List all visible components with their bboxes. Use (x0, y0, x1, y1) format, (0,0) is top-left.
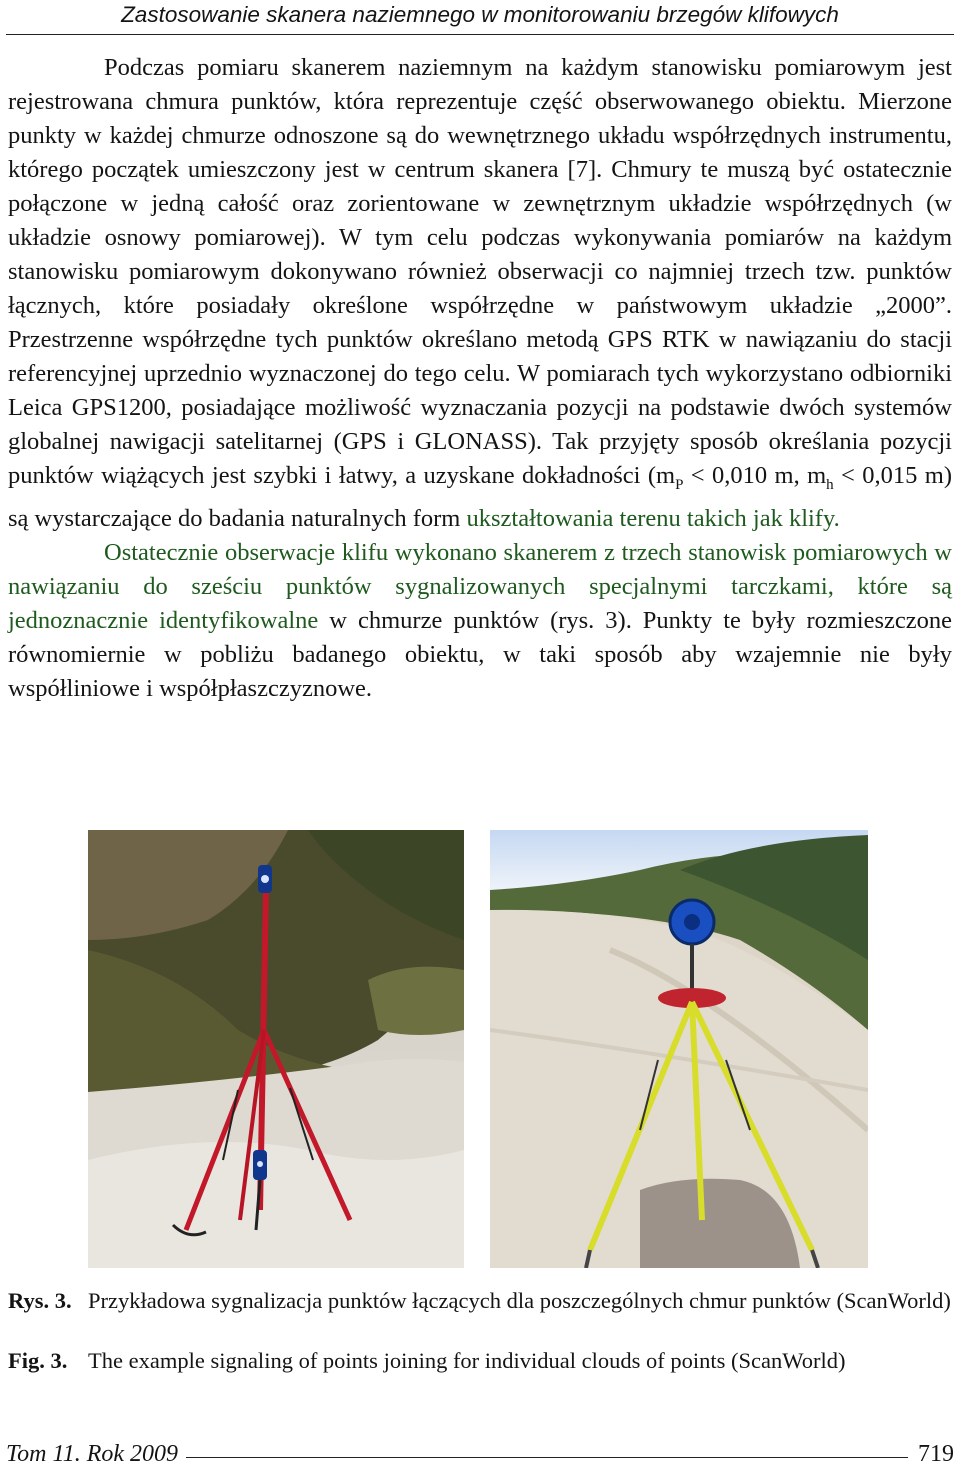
paragraph-1-text-a: Podczas pomiaru skanerem naziemnym na każdym stanowisku pomiarowym jest rejestrowana chmura punktów, która reprezentuje część obserwowanego obiektu. Mierzone punkty w każdej chmurze odnoszone są do wewnętrznego układu współrzędnych instrumentu, którego początek umieszczony jest w centrum skanera [7]. Chmury te muszą być ostatecznie połączone w jedną całość oraz zorientowane w zewnętrznym układzie współrzędnych (w układzie osnowy pomiarowej). W tym celu podczas wykonywania pomiarów na każdym stanowisku pomiarowym dokonywano również obserwacji co najmniej trzech tzw. punktów łącznych, które posiadały określone współrzędne w państwowym układzie „2000”. Przestrzenne współrzędne tych punktów określano metodą GPS RTK w nawiązaniu do stacji referencyjnej uprzednio wyznaczonej do tego celu. W pomiarach tych wykorzystano odbiorniki Leica GPS1200, posiadające możliwość wyznaczania pozycji na podstawie dwóch systemów globalnej nawigacji satelitarnej (GPS i GLONASS). Tak przyjęty sposób określania pozycji punktów wiążących jest szybki i łatwy, a uzyskane dokładności (m (8, 54, 952, 489)
body-text (8, 51, 952, 706)
subscript-p: P (675, 476, 684, 493)
photo-yellow-tripod-target (490, 830, 868, 1268)
photo-red-tripod-target (88, 830, 464, 1268)
subscript-h: h (826, 476, 834, 493)
caption-text-english: The example signaling of points joining for individual clouds of points (ScanWorld) (88, 1348, 846, 1373)
figure-3 (88, 830, 868, 1268)
paragraph-2-green-text: Ostatecznie obserwacje klifu wykonano skanerem z trzech stanowisk pomiarowych w nawiązaniu do sześciu punktów sygnalizowanych specjalnymi tarczkami, które są jednoznacznie identyfikowalne (8, 538, 952, 634)
caption-label-fig: Fig. 3. (8, 1348, 68, 1373)
caption-text-polish: Przykładowa sygnalizacja punktów łączących dla poszczególnych chmur punktów (ScanWorld) (88, 1288, 951, 1313)
page-number: 719 (918, 1440, 954, 1467)
paragraph-1-text-c: < 0,015 m) są wystarczające do badania naturalnych form (8, 462, 952, 532)
paragraph-1-text-b: < 0,010 m, m (683, 462, 827, 489)
caption-label-rys: Rys. 3. (8, 1288, 72, 1313)
paragraph-2 (8, 536, 952, 706)
paragraph-1-green-text: ukształtowania terenu takich jak klify. (466, 504, 840, 532)
paragraph-1 (8, 51, 952, 536)
footer-rule (186, 1457, 908, 1458)
page-footer (6, 1439, 954, 1469)
volume-year: Tom 11. Rok 2009 (6, 1440, 179, 1467)
running-header: Zastosowanie skanera naziemnego w monitorowaniu brzegów klifowych (6, 0, 954, 35)
paragraph-2-text: w chmurze punktów (rys. 3). Punkty te były rozmieszczone równomiernie w pobliżu badanego obiektu, w taki sposób aby wzajemnie nie były współliniowe i współpłaszczyznowe. (8, 606, 953, 702)
figure-caption-polish (8, 1286, 952, 1316)
figure-caption-english (8, 1346, 952, 1376)
